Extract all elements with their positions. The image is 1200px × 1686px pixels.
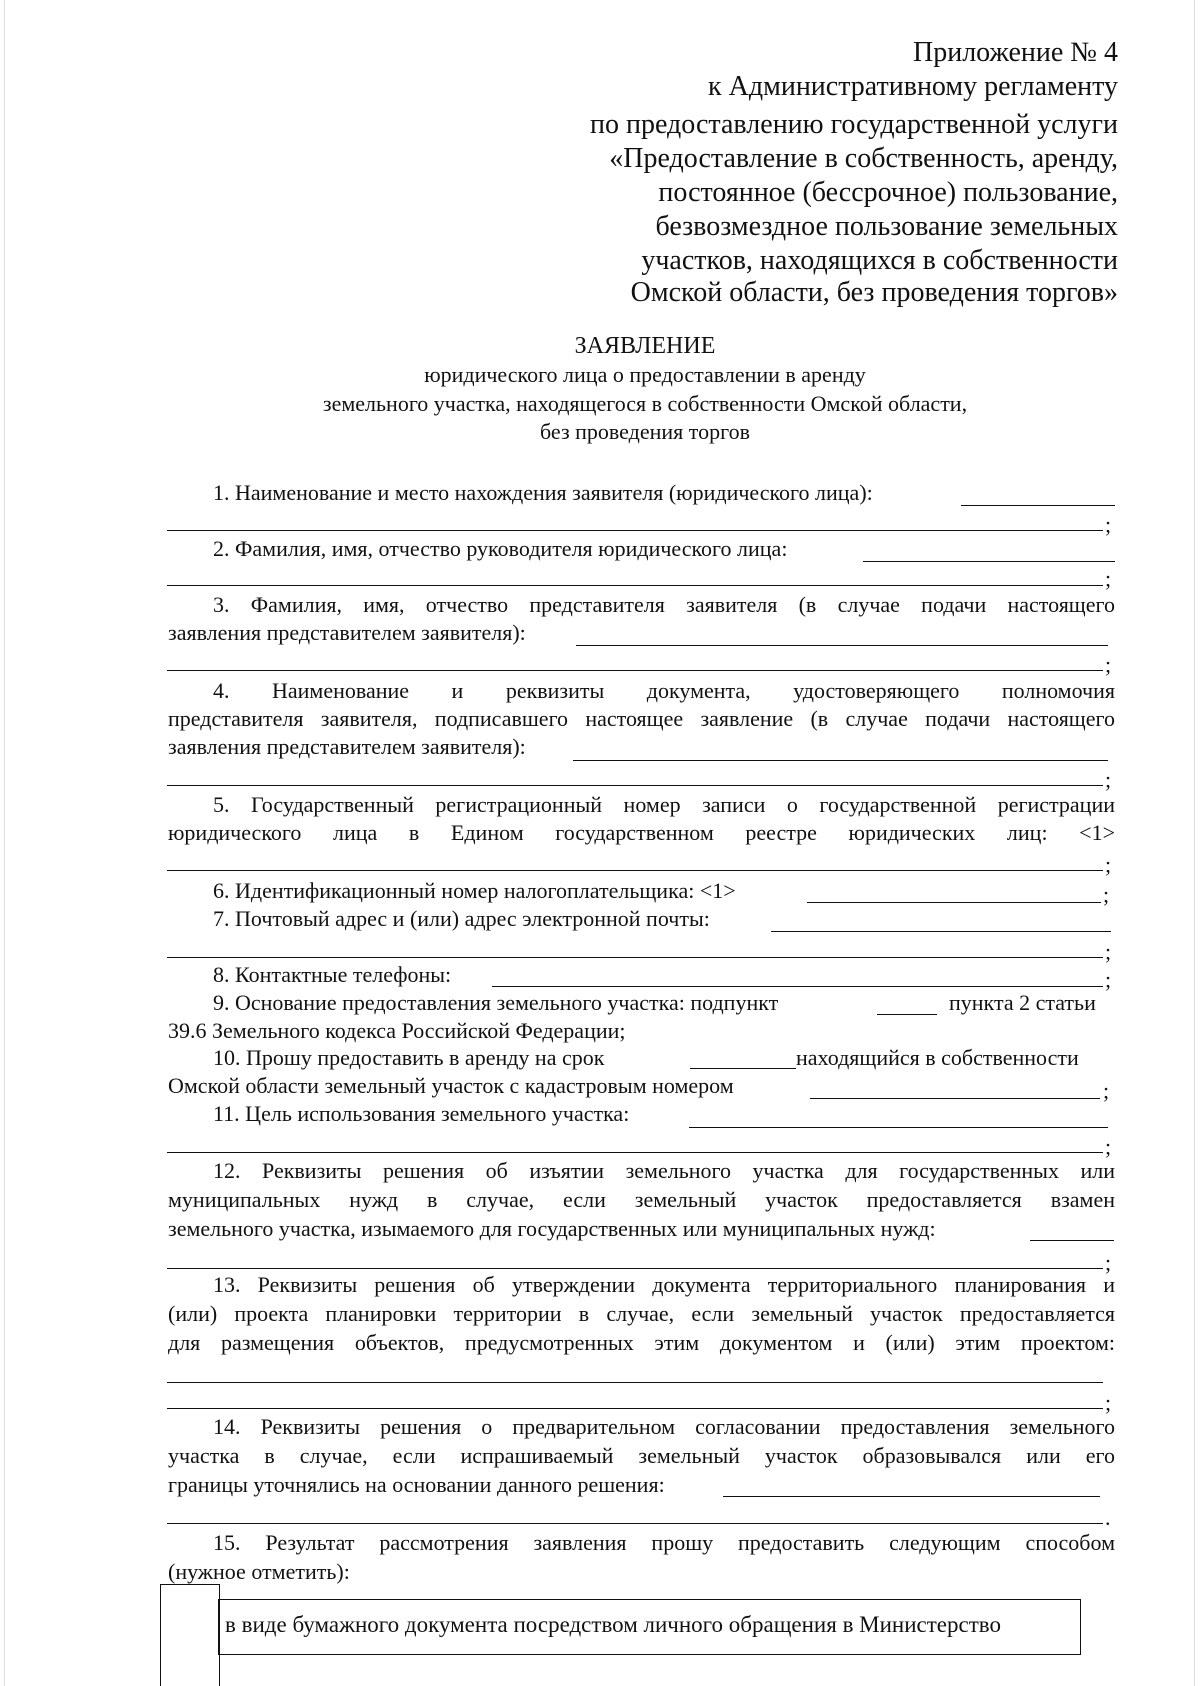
item-2-field-b[interactable] [167,585,1103,586]
item-10-label-a: 10. Прошу предоставить в аренду на срок [213,1045,605,1070]
item-7-label: 7. Почтовый адрес и (или) адрес электронной почты: [213,906,710,931]
item-1-field-b[interactable] [167,530,1103,531]
item-10-term-field[interactable] [690,1068,796,1069]
item-1-field-a[interactable] [961,505,1115,506]
doc-subtitle-3: без проведения торгов [540,419,750,444]
header-line-4: «Предоставление в собственность, аренду, [609,143,1118,174]
item-8-label: 8. Контактные телефоны: [213,962,452,987]
scan-edge-left [4,0,5,1686]
item-12-end: ; [1105,1250,1112,1275]
doc-subtitle-1: юридического лица о предоставлении в аренду [424,362,866,387]
header-line-1: Приложение № 4 [913,37,1118,68]
item-14-line-2: участка в случае, если испрашиваемый земельный участок образовывался или его [168,1443,1115,1468]
item-2-label: 2. Фамилия, имя, отчество руководителя юридического лица: [213,536,788,561]
header-line-2: к Административному регламенту [708,71,1118,102]
item-13-line-3: для размещения объектов, предусмотренных этим документом и (или) этим проектом: [168,1330,1115,1355]
item-3-line-1: 3. Фамилия, имя, отчество представителя заявителя (в случае подачи настоящего [213,592,1115,617]
item-3-end: ; [1105,652,1112,677]
header-line-7: участков, находящихся в собственности [641,245,1118,276]
item-12-line-2: муниципальных нужд в случае, если земельный участок предоставляется взамен [168,1187,1115,1212]
item-1-end: ; [1105,512,1112,537]
header-line-5: постоянное (бессрочное) пользование, [658,177,1118,208]
item-6-field[interactable] [807,902,1101,903]
header-line-3: по предоставлению государственной услуги [590,109,1118,140]
item-4-end: ; [1105,767,1112,792]
item-9-label-b: пункта 2 статьи [949,990,1096,1015]
header-line-8: Омской области, без проведения торгов» [630,277,1118,308]
item-8-end: ; [1105,967,1112,992]
item-11-label: 11. Цель использования земельного участка: [213,1101,630,1126]
item-1-label: 1. Наименование и место нахождения заявителя (юридического лица): [213,480,873,505]
item-11-field-a[interactable] [689,1127,1108,1128]
item-14-line-1: 14. Реквизиты решения о предварительном согласовании предоставления земельного [213,1414,1115,1439]
item-13-line-2: (или) проекта планировки территории в случае, если земельный участок предоставляется [168,1301,1115,1326]
item-12-line-1: 12. Реквизиты решения об изъятии земельного участка для государственных или [213,1158,1115,1183]
item-11-end: ; [1105,1134,1112,1159]
item-2-field-a[interactable] [863,561,1115,562]
item-13-field-b[interactable] [167,1408,1103,1409]
item-9-subpoint-field[interactable] [877,1014,937,1015]
doc-subtitle-2: земельного участка, находящегося в собственности Омской области, [322,391,968,416]
header-line-6: безвозмездное пользование земельных [655,211,1118,242]
item-13-line-1: 13. Реквизиты решения об утверждении документа территориального планирования и [213,1272,1115,1297]
item-14-line-3: границы уточнялись на основании данного решения: [168,1472,665,1497]
item-5-line-2: юридического лица в Едином государственном реестре юридических лиц: <1> [168,820,1115,845]
item-14-field-b[interactable] [167,1523,1103,1524]
item-5-end: ; [1105,852,1112,877]
item-12-line-3: земельного участка, изымаемого для государственных или муниципальных нужд: [168,1216,936,1241]
item-7-field-b[interactable] [167,957,1103,958]
item-7-field-a[interactable] [771,931,1111,932]
option-checkbox[interactable] [160,1584,220,1686]
item-9-line-2: 39.6 Земельного кодекса Российской Федерации; [168,1018,626,1043]
item-4-line-2: представителя заявителя, подписавшего настоящее заявление (в случае подачи настоящего [168,706,1115,731]
item-4-line-3: заявления представителем заявителя): [168,734,526,759]
item-10-label-b: находящийся в собственности [796,1045,1079,1070]
doc-title: ЗАЯВЛЕНИЕ [574,333,716,359]
item-11-field-b[interactable] [167,1152,1103,1153]
item-10-line-2: Омской области земельный участок с кадастровым номером [168,1073,734,1098]
item-5-field[interactable] [167,870,1103,871]
item-4-field-a[interactable] [573,760,1108,761]
item-3-field-a[interactable] [576,645,1108,646]
option-label: в виде бумажного документа посредством личного обращения в Министерство [225,1612,1001,1637]
item-14-end: . [1105,1505,1111,1530]
item-13-end: ; [1105,1390,1112,1415]
item-13-field-a[interactable] [167,1382,1103,1383]
item-2-end: ; [1105,566,1112,591]
item-10-cadastral-field[interactable] [810,1098,1100,1099]
item-10-end: ; [1103,1078,1110,1103]
item-12-field-b[interactable] [167,1268,1103,1269]
item-4-line-1: 4. Наименование и реквизиты документа, удостоверяющего полномочия [213,678,1115,703]
item-7-end: ; [1105,939,1112,964]
item-15-line-2: (нужное отметить): [168,1559,350,1584]
item-14-field-a[interactable] [723,1496,1100,1497]
item-15-line-1: 15. Результат рассмотрения заявления прошу предоставить следующим способом [213,1530,1115,1555]
item-3-line-2: заявления представителем заявителя): [168,620,526,645]
item-12-field-a[interactable] [1030,1240,1114,1241]
item-8-field[interactable] [492,986,1103,987]
item-6-label: 6. Идентификационный номер налогоплательщика: <1> [213,878,736,903]
item-5-line-1: 5. Государственный регистрационный номер записи о государственной регистрации [213,792,1115,817]
scan-edge-right [1194,0,1195,1686]
item-4-field-b[interactable] [167,785,1103,786]
item-3-field-b[interactable] [167,670,1103,671]
option-row [218,1599,1081,1655]
item-9-label-a: 9. Основание предоставления земельного участка: подпункт [213,990,779,1015]
item-6-end: ; [1103,882,1110,907]
